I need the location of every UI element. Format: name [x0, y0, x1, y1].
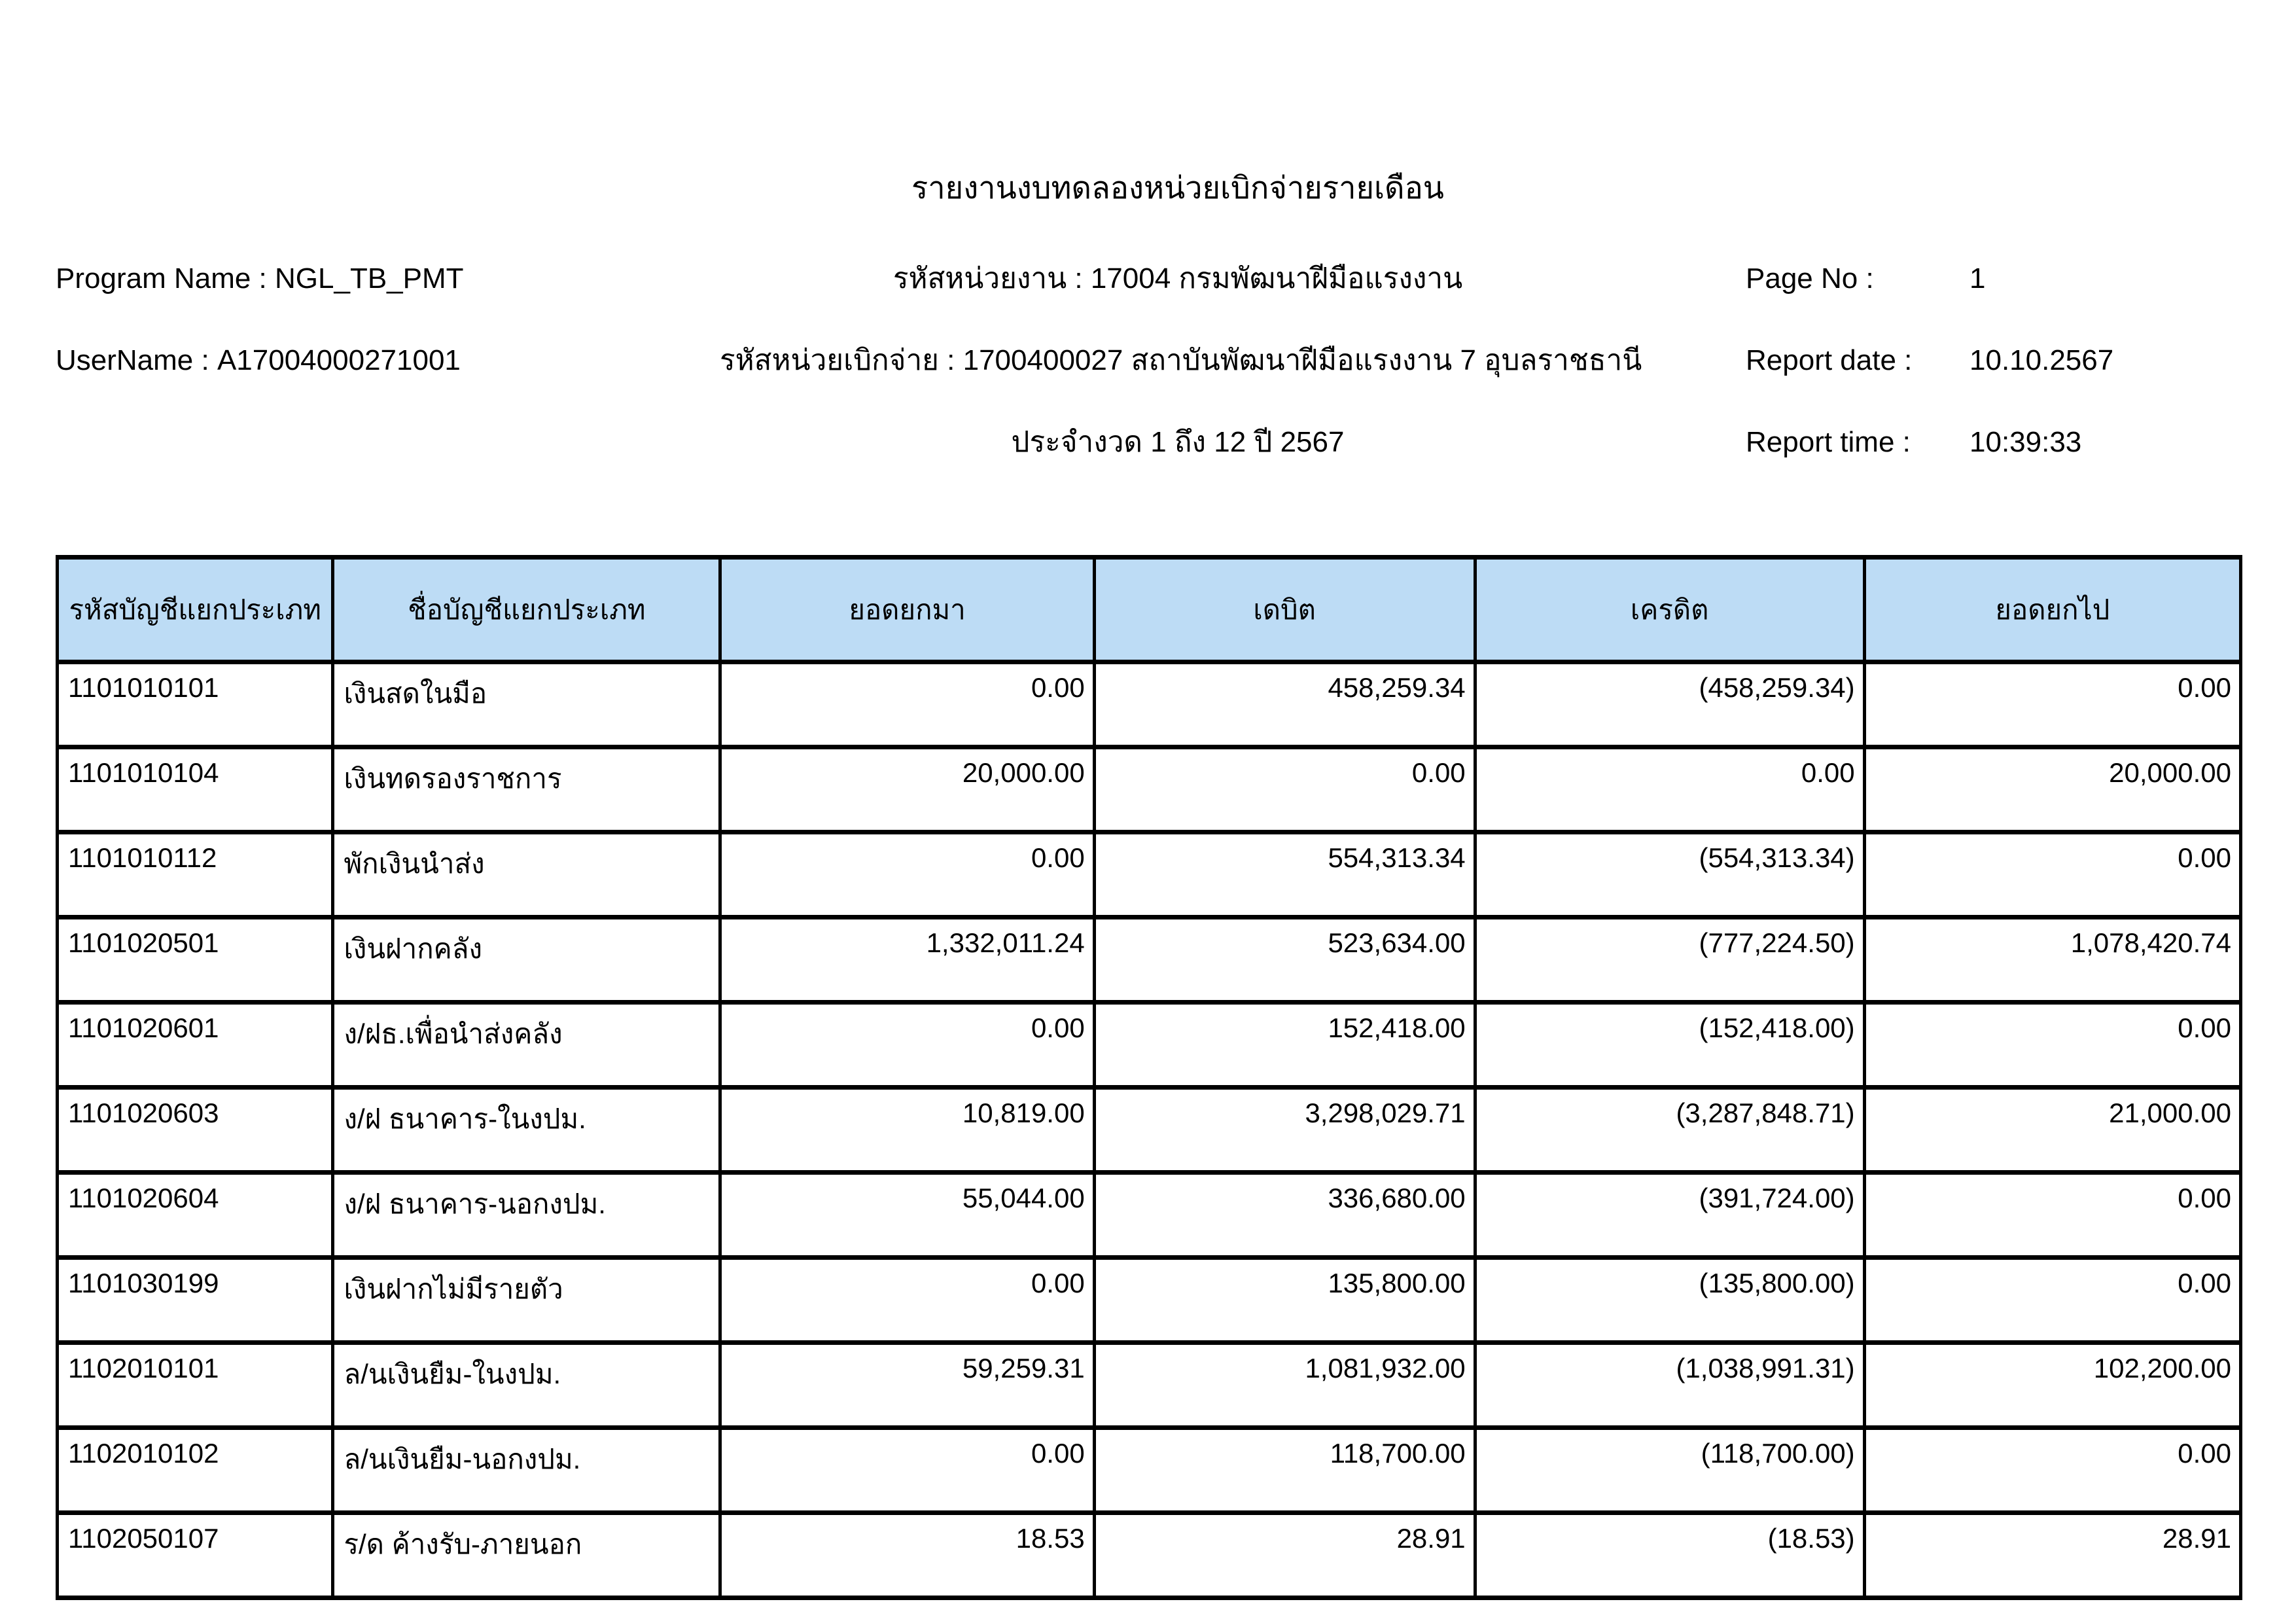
- cell-amount: 0.00: [720, 1428, 1094, 1513]
- cell-amount: 458,259.34: [1094, 662, 1475, 747]
- table-row: [58, 662, 2241, 747]
- program-name-value: NGL_TB_PMT: [275, 262, 464, 294]
- cell-account-code: 1102050107: [58, 1513, 333, 1598]
- cell-account-name: เงินฝากไม่มีรายตัว: [333, 1258, 720, 1343]
- username-line: [56, 342, 461, 378]
- cell-amount: 28.91: [1094, 1513, 1475, 1598]
- username-value: A17004000271001: [217, 344, 461, 376]
- report-time-label: Report time :: [1746, 426, 1911, 458]
- cell-amount: 336,680.00: [1094, 1173, 1475, 1258]
- cell-account-code: 1101030199: [58, 1258, 333, 1343]
- cell-amount: 118,700.00: [1094, 1428, 1475, 1513]
- cell-account-code: 1101020501: [58, 918, 333, 1003]
- cell-amount: 0.00: [1864, 662, 2240, 747]
- table-row: [58, 1513, 2241, 1598]
- column-header-4: เครดิต: [1475, 558, 1864, 662]
- table-header-row: [58, 558, 2241, 662]
- program-name-line: [56, 260, 464, 296]
- cell-account-name: ล/นเงินยืม-นอกงปม.: [333, 1428, 720, 1513]
- cell-amount: 0.00: [720, 1258, 1094, 1343]
- cell-amount: 1,332,011.24: [720, 918, 1094, 1003]
- cell-amount: 102,200.00: [1864, 1343, 2240, 1428]
- cell-amount: 135,800.00: [1094, 1258, 1475, 1343]
- cell-account-code: 1101010104: [58, 747, 333, 832]
- cell-amount: 55,044.00: [720, 1173, 1094, 1258]
- page-no-label: Page No :: [1746, 262, 1874, 294]
- cell-amount: 59,259.31: [720, 1343, 1094, 1428]
- report-title: รายงานงบทดลองหน่วยเบิกจ่ายรายเดือน: [911, 170, 1444, 205]
- agency-line: รหัสหน่วยงาน : 17004 กรมพัฒนาฝีมือแรงงาน: [892, 262, 1463, 294]
- table-row: [58, 747, 2241, 832]
- column-header-3: เดบิต: [1094, 558, 1475, 662]
- trial-balance-table-wrap: [56, 555, 2242, 1600]
- report-date-value: 10.10.2567: [1969, 344, 2114, 376]
- table-row: [58, 832, 2241, 918]
- cell-account-code: 1101020603: [58, 1088, 333, 1173]
- cell-account-name: ร/ด ค้างรับ-ภายนอก: [333, 1513, 720, 1598]
- cell-amount: (554,313.34): [1475, 832, 1864, 918]
- cell-amount: 28.91: [1864, 1513, 2240, 1598]
- cell-amount: 3,298,029.71: [1094, 1088, 1475, 1173]
- cell-amount: 0.00: [1864, 1258, 2240, 1343]
- column-header-0: รหัสบัญชีแยกประเภท: [58, 558, 333, 662]
- cell-amount: (3,287,848.71): [1475, 1088, 1864, 1173]
- cell-amount: (135,800.00): [1475, 1258, 1864, 1343]
- cell-amount: 523,634.00: [1094, 918, 1475, 1003]
- cell-amount: 152,418.00: [1094, 1003, 1475, 1088]
- cell-account-name: ง/ฝ ธนาคาร-นอกงปม.: [333, 1173, 720, 1258]
- cell-amount: 1,078,420.74: [1864, 918, 2240, 1003]
- cell-amount: (152,418.00): [1475, 1003, 1864, 1088]
- username-label: UserName :: [56, 344, 209, 376]
- report-time-value: 10:39:33: [1969, 426, 2082, 458]
- cell-account-code: 1101010101: [58, 662, 333, 747]
- cell-amount: (391,724.00): [1475, 1173, 1864, 1258]
- cell-amount: (18.53): [1475, 1513, 1864, 1598]
- cell-amount: 21,000.00: [1864, 1088, 2240, 1173]
- table-row: [58, 1343, 2241, 1428]
- cell-amount: 0.00: [1475, 747, 1864, 832]
- cell-account-code: 1102010102: [58, 1428, 333, 1513]
- cell-account-code: 1101010112: [58, 832, 333, 918]
- cell-account-name: เงินสดในมือ: [333, 662, 720, 747]
- table-row: [58, 918, 2241, 1003]
- report-date-label: Report date :: [1746, 344, 1913, 376]
- cell-account-code: 1101020604: [58, 1173, 333, 1258]
- cell-account-name: ง/ฝธ.เพื่อนำส่งคลัง: [333, 1003, 720, 1088]
- cell-account-code: 1102010101: [58, 1343, 333, 1428]
- cell-amount: 0.00: [1864, 1428, 2240, 1513]
- cell-account-name: เงินฝากคลัง: [333, 918, 720, 1003]
- table-row: [58, 1088, 2241, 1173]
- cell-amount: 1,081,932.00: [1094, 1343, 1475, 1428]
- cell-amount: 554,313.34: [1094, 832, 1475, 918]
- cell-amount: 20,000.00: [1864, 747, 2240, 832]
- cell-account-name: พักเงินนำส่ง: [333, 832, 720, 918]
- period-line: ประจำงวด 1 ถึง 12 ปี 2567: [1011, 426, 1345, 458]
- cell-amount: (458,259.34): [1475, 662, 1864, 747]
- cell-amount: 18.53: [720, 1513, 1094, 1598]
- cell-amount: 0.00: [1864, 1003, 2240, 1088]
- cell-amount: (1,038,991.31): [1475, 1343, 1864, 1428]
- cell-amount: 0.00: [720, 832, 1094, 918]
- disbursing-unit-line: รหัสหน่วยเบิกจ่าย : 1700400027 สถาบันพัฒนาฝีมือแรงงาน 7 อุบลราชธานี: [720, 344, 1642, 376]
- cell-amount: 0.00: [1864, 832, 2240, 918]
- table-row: [58, 1003, 2241, 1088]
- cell-account-name: เงินทดรองราชการ: [333, 747, 720, 832]
- cell-account-code: 1101020601: [58, 1003, 333, 1088]
- trial-balance-table: [56, 555, 2242, 1600]
- table-row: [58, 1428, 2241, 1513]
- table-row: [58, 1173, 2241, 1258]
- cell-amount: 20,000.00: [720, 747, 1094, 832]
- cell-account-name: ล/นเงินยืม-ในงปม.: [333, 1343, 720, 1428]
- cell-amount: (118,700.00): [1475, 1428, 1864, 1513]
- column-header-5: ยอดยกไป: [1864, 558, 2240, 662]
- cell-amount: 0.00: [1864, 1173, 2240, 1258]
- column-header-2: ยอดยกมา: [720, 558, 1094, 662]
- table-body: [58, 662, 2241, 1598]
- cell-amount: (777,224.50): [1475, 918, 1864, 1003]
- cell-amount: 0.00: [1094, 747, 1475, 832]
- column-header-1: ชื่อบัญชีแยกประเภท: [333, 558, 720, 662]
- cell-account-name: ง/ฝ ธนาคาร-ในงปม.: [333, 1088, 720, 1173]
- table-row: [58, 1258, 2241, 1343]
- cell-amount: 0.00: [720, 1003, 1094, 1088]
- table-header: [58, 558, 2241, 662]
- page-no-value: 1: [1969, 262, 1986, 294]
- cell-amount: 10,819.00: [720, 1088, 1094, 1173]
- program-name-label: Program Name :: [56, 262, 267, 294]
- cell-amount: 0.00: [720, 662, 1094, 747]
